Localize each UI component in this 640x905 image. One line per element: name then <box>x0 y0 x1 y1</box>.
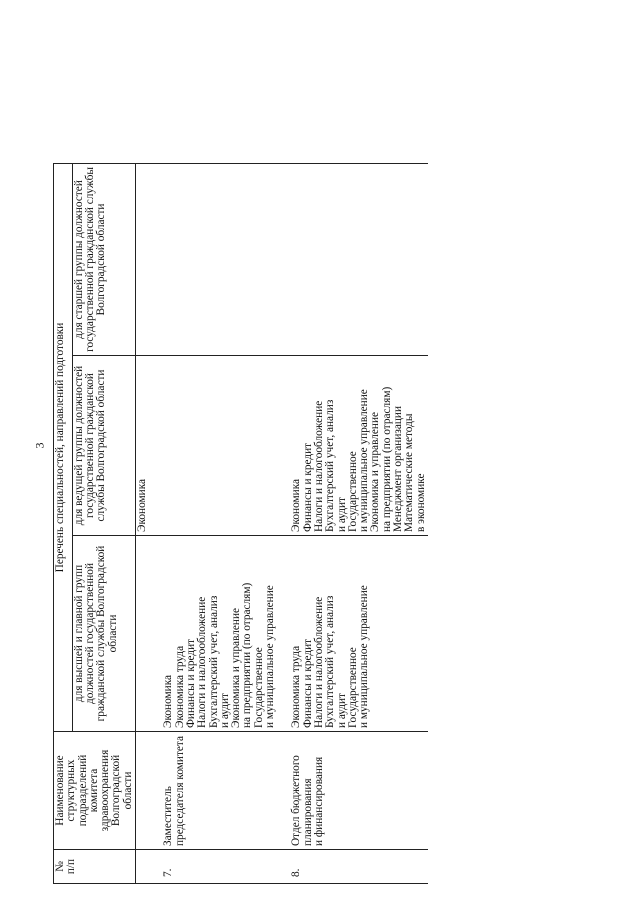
cell-name <box>136 732 150 850</box>
cell-lead-line: и муниципальное управление <box>358 389 371 532</box>
cell-name-line: Заместитель <box>162 786 175 846</box>
cell-top-line: Финансы и кредит <box>184 638 197 728</box>
cell-top-line: Экономика и управление <box>230 607 243 728</box>
cell-top <box>149 536 277 732</box>
cell-num <box>136 850 150 884</box>
cell-top-line: Экономика <box>162 674 175 728</box>
cell-lead <box>149 356 277 536</box>
cell-lead-line: Экономика и управление <box>369 411 382 532</box>
cell-lead-line: Экономика <box>290 478 303 532</box>
cell-name-line: и финансирования <box>312 756 325 846</box>
cell-num: 7. <box>149 850 277 884</box>
cell-lead-line: на предприятии (по отраслям) <box>380 386 393 532</box>
cell-top-line: Бухгалтерский учет, анализ <box>207 595 220 728</box>
cell-top-line: Налоги и налогообложение <box>196 596 209 728</box>
header-num: № п/п <box>54 850 136 884</box>
header-name: Наименование структурных подразделений комитета здравоохранения Волгоградской области <box>54 732 136 850</box>
table-row <box>136 163 150 883</box>
cell-name-line: председателя комитета <box>173 736 186 846</box>
cell-lead-line: в экономике <box>414 473 427 532</box>
cell-lead-line: Экономика <box>136 478 149 532</box>
table-body <box>136 163 428 883</box>
cell-name <box>277 732 428 850</box>
rotated-table-container <box>53 164 593 884</box>
cell-top-line: и муниципальное управление <box>264 585 277 728</box>
cell-top-line: Налоги и налогообложение <box>312 596 325 728</box>
cell-top-line: и муниципальное управление <box>358 585 371 728</box>
cell-top <box>136 536 150 732</box>
cell-name <box>149 732 277 850</box>
cell-top <box>277 536 428 732</box>
cell-name-line: Отдел бюджетного <box>290 755 303 846</box>
cell-lead-line: Налоги и налогообложение <box>312 400 325 532</box>
cell-lead-line: Менеджмент организации <box>392 406 405 532</box>
cell-senior <box>136 163 150 355</box>
cell-top-line: и аудит <box>218 693 231 728</box>
cell-top-line: Экономика труда <box>173 645 186 728</box>
cell-top-line: и аудит <box>335 693 348 728</box>
cell-top-line: Государственное <box>346 647 359 728</box>
cell-lead-line: Государственное <box>346 451 359 532</box>
cell-senior <box>277 163 428 355</box>
header-list: Перечень специальностей, направлений подготовки <box>54 163 73 731</box>
header-top-group: для высшей и главной групп должностей государственной гражданской службы Волгоградской области <box>72 536 135 732</box>
cell-lead-line: Финансы и кредит <box>301 442 314 532</box>
cell-lead <box>277 356 428 536</box>
specialties-table <box>53 163 428 884</box>
table-row <box>149 163 277 883</box>
page-number: 3 <box>32 442 47 449</box>
cell-num: 8. <box>277 850 428 884</box>
cell-top-line: Экономика труда <box>290 645 303 728</box>
cell-lead-line: и аудит <box>335 497 348 532</box>
cell-lead-line: Математические методы <box>403 413 416 532</box>
cell-lead <box>136 356 150 536</box>
header-lead-group: для ведущей группы должностей государственной гражданской службы Волгоградской области <box>72 356 135 536</box>
table-row <box>277 163 428 883</box>
cell-top-line: Государственное <box>252 647 265 728</box>
cell-top-line: на предприятии (по отраслям) <box>241 582 254 728</box>
cell-top-line: Финансы и кредит <box>301 638 314 728</box>
cell-lead-line: Бухгалтерский учет, анализ <box>324 399 337 532</box>
header-senior-group: для старшей группы должностей государственной гражданской службы Волгоградской области <box>72 163 135 355</box>
cell-top-line: Бухгалтерский учет, анализ <box>324 595 337 728</box>
cell-name-line: планирования <box>301 778 314 846</box>
cell-senior <box>149 163 277 355</box>
